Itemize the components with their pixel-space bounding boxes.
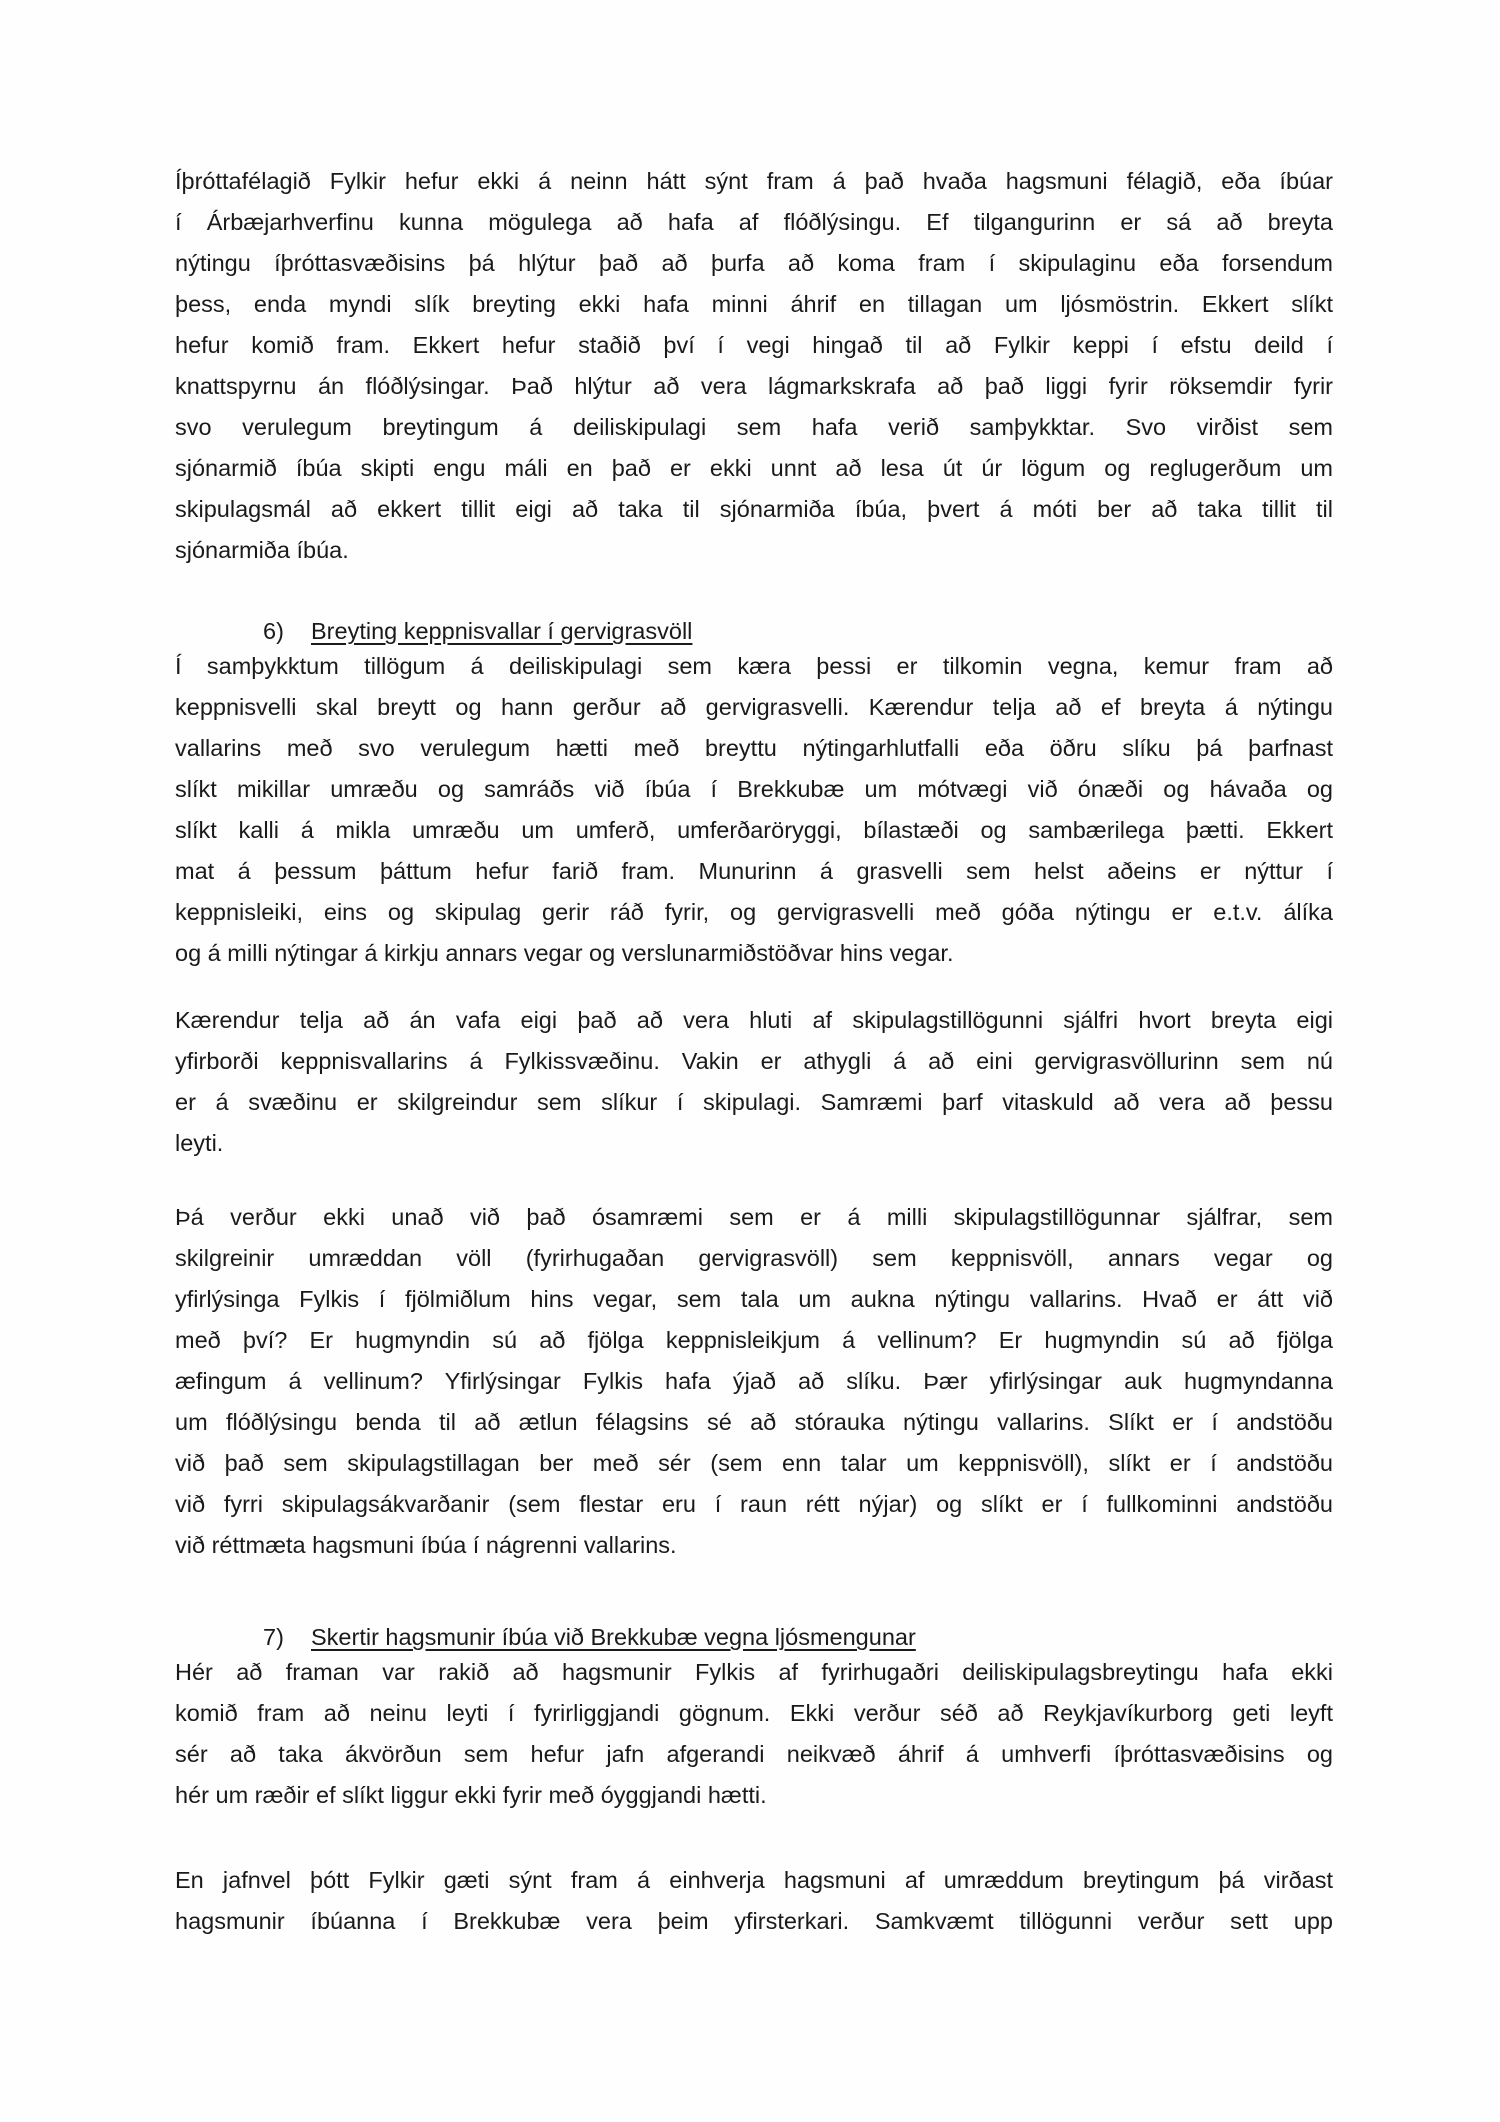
text-line: hér um ræðir ef slíkt liggur ekki fyrir með óyggjandi hætti. (175, 1782, 767, 1808)
text-line: er á svæðinu er skilgreindur sem slíkur í skipulagi. Samræmi þarf vitaskuld að vera að þessu (175, 1089, 1333, 1115)
text-line: sjónarmið íbúa skipti engu máli en það er ekki unnt að lesa út úr lögum og reglugerðum um (175, 455, 1333, 481)
text-line: keppnisvelli skal breytt og hann gerður að gervigrasvelli. Kærendur telja að ef breyta á nýtingu (175, 694, 1333, 720)
text-line: hagsmunir íbúanna í Brekkubæ vera þeim yfirsterkari. Samkvæmt tillögunni verður sett upp (175, 1908, 1333, 1934)
text-line: yfirlýsinga Fylkis í fjölmiðlum hins vegar, sem tala um aukna nýtingu vallarins. Hvað er átt við (175, 1286, 1333, 1312)
paragraph-2 (175, 646, 1333, 974)
paragraph-3 (175, 1000, 1333, 1164)
text-line: leyti. (175, 1130, 224, 1156)
text-line: slíkt kalli á mikla umræðu um umferð, umferðaröryggi, bílastæði og sambærilega þætti. Ekkert (175, 817, 1333, 843)
text-line: komið fram að neinu leyti í fyrirliggjandi gögnum. Ekki verður séð að Reykjavíkurborg geti leyft (175, 1700, 1333, 1726)
text-line: sjónarmiða íbúa. (175, 537, 349, 563)
text-line: um flóðlýsingu benda til að ætlun félagsins sé að stórauka nýtingu vallarins. Slíkt er í andstöðu (175, 1409, 1333, 1435)
text-line: Þá verður ekki unað við það ósamræmi sem er á milli skipulagstillögunnar sjálfrar, sem (175, 1204, 1333, 1230)
text-line: við réttmæta hagsmuni íbúa í nágrenni vallarins. (175, 1532, 677, 1558)
text-line: og á milli nýtingar á kirkju annars vegar og verslunarmiðstöðvar hins vegar. (175, 940, 954, 966)
text-line: sér að taka ákvörðun sem hefur jafn afgerandi neikvæð áhrif á umhverfi íþróttasvæðisins og (175, 1741, 1333, 1767)
text-line: við fyrri skipulagsákvarðanir (sem flestar eru í raun rétt nýjar) og slíkt er í fullkominni andstöðu (175, 1491, 1333, 1517)
text-line: En jafnvel þótt Fylkir gæti sýnt fram á einhverja hagsmuni af umræddum breytingum þá virðast (175, 1867, 1333, 1893)
section-number: 6) (263, 618, 284, 644)
text-line: þess, enda myndi slík breyting ekki hafa minni áhrif en tillagan um ljósmöstrin. Ekkert slíkt (175, 291, 1333, 317)
text-line: slíkt mikillar umræðu og samráðs við íbúa í Brekkubæ um mótvægi við ónæði og hávaða og (175, 776, 1333, 802)
section-number: 7) (263, 1624, 284, 1650)
paragraph-5 (175, 1652, 1333, 1816)
text-line: mat á þessum þáttum hefur farið fram. Munurinn á grasvelli sem helst aðeins er nýttur í (175, 858, 1333, 884)
text-line: yfirborði keppnisvallarins á Fylkissvæðinu. Vakin er athygli á að eini gervigrasvöllurinn sem nú (175, 1048, 1333, 1074)
paragraph-6 (175, 1860, 1333, 1942)
text-line: knattspyrnu án flóðlýsingar. Það hlýtur að vera lágmarkskrafa að það liggi fyrir röksemdir fyrir (175, 373, 1333, 399)
text-line: vallarins með svo verulegum hætti með breyttu nýtingarhlutfalli eða öðru slíku þá þarfnast (175, 735, 1333, 761)
section-title: Skertir hagsmunir íbúa við Brekkubæ vegna ljósmengunar (311, 1624, 916, 1650)
text-line: æfingum á vellinum? Yfirlýsingar Fylkis hafa ýjað að slíku. Þær yfirlýsingar auk hugmyndanna (175, 1368, 1333, 1394)
text-line: skilgreinir umræddan völl (fyrirhugaðan gervigrasvöll) sem keppnisvöll, annars vegar og (175, 1245, 1333, 1271)
text-line: í Árbæjarhverfinu kunna mögulega að hafa af flóðlýsingu. Ef tilgangurinn er sá að breyta (175, 209, 1333, 235)
text-line: svo verulegum breytingum á deiliskipulagi sem hafa verið samþykktar. Svo virðist sem (175, 414, 1333, 440)
section-title: Breyting keppnisvallar í gervigrasvöll (311, 618, 693, 644)
text-line: nýtingu íþróttasvæðisins þá hlýtur það að þurfa að koma fram í skipulaginu eða forsendum (175, 250, 1333, 276)
text-line: Í samþykktum tillögum á deiliskipulagi sem kæra þessi er tilkomin vegna, kemur fram að (175, 653, 1333, 679)
text-line: hefur komið fram. Ekkert hefur staðið því í vegi hingað til að Fylkir keppi í efstu deild í (175, 332, 1333, 358)
paragraph-4 (175, 1197, 1333, 1566)
paragraph-1 (175, 161, 1333, 571)
text-line: Íþróttafélagið Fylkir hefur ekki á neinn hátt sýnt fram á það hvaða hagsmuni félagið, eða íbúar (175, 168, 1333, 194)
text-line: Hér að framan var rakið að hagsmunir Fylkis af fyrirhugaðri deiliskipulagsbreytingu hafa ekki (175, 1659, 1333, 1685)
text-line: skipulagsmál að ekkert tillit eigi að taka til sjónarmiða íbúa, þvert á móti ber að taka tillit til (175, 496, 1333, 522)
text-line: við það sem skipulagstillagan ber með sér (sem enn talar um keppnisvöll), slíkt er í andstöðu (175, 1450, 1333, 1476)
text-line: keppnisleiki, eins og skipulag gerir ráð fyrir, og gervigrasvelli með góða nýtingu er e.t.v. álíka (175, 899, 1333, 925)
text-line: með því? Er hugmyndin sú að fjölga keppnisleikjum á vellinum? Er hugmyndin sú að fjölga (175, 1327, 1333, 1353)
text-line: Kærendur telja að án vafa eigi það að vera hluti af skipulagstillögunni sjálfri hvort breyta eigi (175, 1007, 1333, 1033)
